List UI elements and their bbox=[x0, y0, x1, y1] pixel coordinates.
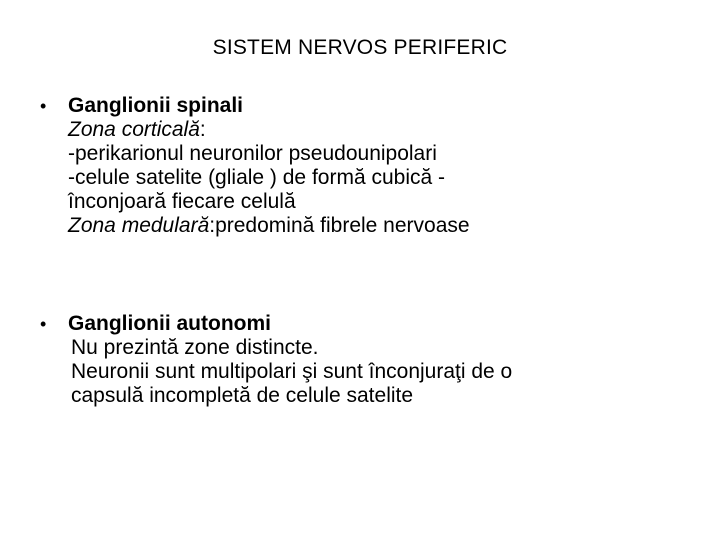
section-heading: Ganglionii autonomi bbox=[68, 312, 271, 335]
section-spinal-ganglia bbox=[40, 94, 700, 238]
section-autonomic-ganglia bbox=[40, 312, 700, 408]
medullary-zone-text: :predomină fibrele nervoase bbox=[209, 214, 470, 237]
bullet-row bbox=[40, 312, 700, 336]
bullet-icon: • bbox=[40, 314, 47, 334]
slide-title: SISTEM NERVOS PERIFERIC bbox=[212, 36, 508, 59]
text-line: -celule satelite (gliale ) de formă cubică - bbox=[68, 166, 445, 189]
section-heading: Ganglionii spinali bbox=[68, 94, 244, 117]
cortical-zone-line bbox=[68, 118, 700, 142]
text-line: -perikarionul neuronilor pseudounipolari bbox=[68, 142, 437, 165]
cortical-zone-label: Zona corticală bbox=[68, 118, 200, 141]
text-line: capsulă incompletă de celule satelite bbox=[71, 384, 414, 407]
cortical-zone-colon: : bbox=[199, 118, 206, 141]
text-line: Nu prezintă zone distincte. bbox=[71, 336, 319, 359]
bullet-row bbox=[40, 94, 700, 118]
medullary-zone-line bbox=[68, 214, 700, 238]
text-line: înconjoară fiecare celulă bbox=[68, 190, 296, 213]
text-line: Neuronii sunt multipolari şi sunt înconjuraţi de o bbox=[71, 360, 513, 383]
bullet-icon: • bbox=[40, 96, 47, 116]
medullary-zone-label: Zona medulară bbox=[68, 214, 210, 237]
